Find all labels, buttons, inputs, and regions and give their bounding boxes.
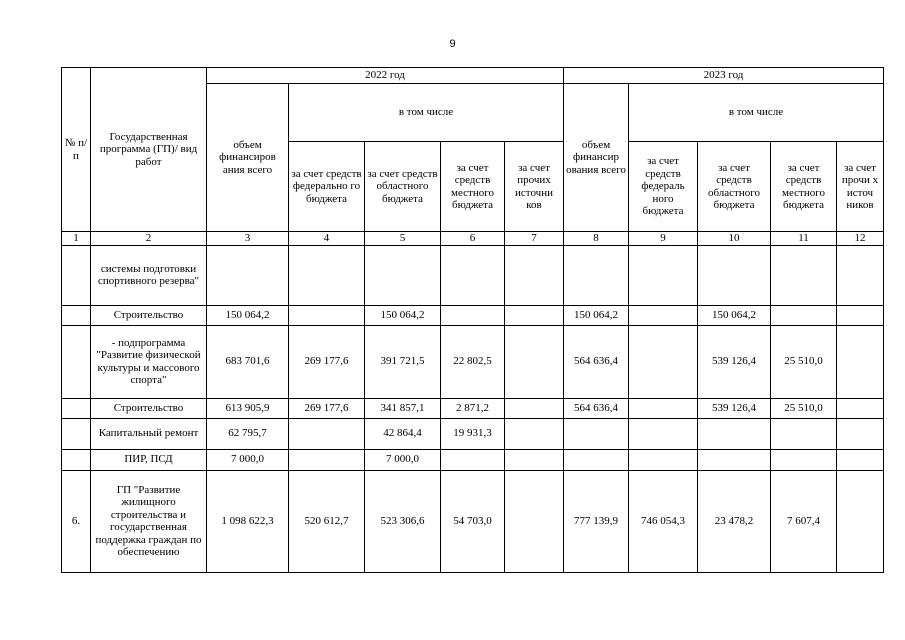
cell-loc-2023 (771, 245, 837, 305)
header-num: № п/п (62, 68, 91, 232)
cell-loc-2023 (771, 449, 837, 470)
col-number: 8 (564, 232, 629, 246)
cell-total-2022 (207, 245, 289, 305)
cell-fed-2022: 269 177,6 (289, 325, 365, 398)
cell-oth-2023 (837, 449, 884, 470)
cell-oth-2023 (837, 305, 884, 325)
header-fed-2022: за счет средств федерально го бюджета (289, 142, 365, 232)
row-num (62, 305, 91, 325)
cell-reg-2022: 150 064,2 (365, 305, 441, 325)
cell-total-2023 (564, 245, 629, 305)
cell-oth-2022 (505, 470, 564, 572)
cell-total-2023: 564 636,4 (564, 325, 629, 398)
cell-reg-2023 (698, 245, 771, 305)
cell-loc-2023 (771, 418, 837, 449)
header-reg-2022: за счет средств областного бюджета (365, 142, 441, 232)
cell-loc-2023 (771, 305, 837, 325)
cell-total-2023 (564, 449, 629, 470)
row-program-name: системы подготовки спортивного резерва" (91, 245, 207, 305)
cell-loc-2022: 19 931,3 (441, 418, 505, 449)
table-row (62, 325, 884, 398)
cell-total-2023: 564 636,4 (564, 398, 629, 418)
cell-oth-2022 (505, 398, 564, 418)
col-number: 9 (629, 232, 698, 246)
row-program-name: Капитальный ремонт (91, 418, 207, 449)
cell-loc-2022: 2 871,2 (441, 398, 505, 418)
financing-table (61, 67, 884, 573)
cell-loc-2022: 54 703,0 (441, 470, 505, 572)
cell-loc-2022 (441, 305, 505, 325)
cell-loc-2023: 25 510,0 (771, 325, 837, 398)
row-program-name: Строительство (91, 305, 207, 325)
cell-fed-2023 (629, 449, 698, 470)
cell-fed-2022: 520 612,7 (289, 470, 365, 572)
cell-total-2022: 62 795,7 (207, 418, 289, 449)
col-number: 10 (698, 232, 771, 246)
cell-reg-2023: 23 478,2 (698, 470, 771, 572)
cell-reg-2022: 7 000,0 (365, 449, 441, 470)
header-loc-2022: за счет средств местного бюджета (441, 142, 505, 232)
cell-reg-2022: 391 721,5 (365, 325, 441, 398)
header-incl-2023: в том числе (629, 84, 884, 142)
cell-fed-2023 (629, 245, 698, 305)
cell-fed-2022 (289, 418, 365, 449)
cell-total-2023 (564, 418, 629, 449)
row-num (62, 325, 91, 398)
cell-loc-2023: 25 510,0 (771, 398, 837, 418)
header-loc-2023: за счет средств местного бюджета (771, 142, 837, 232)
header-row-years (62, 68, 884, 84)
cell-oth-2023 (837, 398, 884, 418)
cell-oth-2023 (837, 325, 884, 398)
cell-fed-2023 (629, 325, 698, 398)
row-num (62, 245, 91, 305)
cell-fed-2023: 746 054,3 (629, 470, 698, 572)
cell-total-2023: 777 139,9 (564, 470, 629, 572)
cell-fed-2022 (289, 245, 365, 305)
cell-loc-2022: 22 802,5 (441, 325, 505, 398)
cell-oth-2023 (837, 470, 884, 572)
row-num (62, 418, 91, 449)
cell-loc-2022 (441, 449, 505, 470)
header-total-2022: объем финансиров ания всего (207, 84, 289, 232)
column-number-row (62, 232, 884, 246)
header-oth-2023: за счет прочи х источ ников (837, 142, 884, 232)
cell-oth-2022 (505, 449, 564, 470)
row-num (62, 398, 91, 418)
table-row (62, 449, 884, 470)
cell-reg-2022: 523 306,6 (365, 470, 441, 572)
table-row (62, 305, 884, 325)
header-reg-2023: за счет средств областного бюджета (698, 142, 771, 232)
col-number: 2 (91, 232, 207, 246)
cell-fed-2023 (629, 418, 698, 449)
cell-reg-2023 (698, 449, 771, 470)
header-oth-2022: за счет прочих источни ков (505, 142, 564, 232)
cell-oth-2022 (505, 325, 564, 398)
col-number: 1 (62, 232, 91, 246)
row-num: 6. (62, 470, 91, 572)
col-number: 11 (771, 232, 837, 246)
cell-oth-2022 (505, 418, 564, 449)
table-row (62, 470, 884, 572)
cell-reg-2023: 150 064,2 (698, 305, 771, 325)
cell-total-2022: 150 064,2 (207, 305, 289, 325)
cell-fed-2023 (629, 398, 698, 418)
header-year-2022: 2022 год (207, 68, 564, 84)
header-incl-2022: в том числе (289, 84, 564, 142)
table-row (62, 245, 884, 305)
col-number: 4 (289, 232, 365, 246)
table-row (62, 418, 884, 449)
cell-reg-2023: 539 126,4 (698, 325, 771, 398)
cell-oth-2023 (837, 418, 884, 449)
col-number: 5 (365, 232, 441, 246)
header-total-2023: объем финансир ования всего (564, 84, 629, 232)
cell-oth-2023 (837, 245, 884, 305)
col-number: 12 (837, 232, 884, 246)
row-num (62, 449, 91, 470)
col-number: 6 (441, 232, 505, 246)
cell-fed-2023 (629, 305, 698, 325)
header-fed-2023: за счет средств федераль ного бюджета (629, 142, 698, 232)
cell-fed-2022: 269 177,6 (289, 398, 365, 418)
cell-loc-2022 (441, 245, 505, 305)
header-program: Государственная программа (ГП)/ вид работ (91, 68, 207, 232)
cell-total-2022: 7 000,0 (207, 449, 289, 470)
row-program-name: - подпрограмма "Развитие физической культуры и массового спорта" (91, 325, 207, 398)
cell-fed-2022 (289, 305, 365, 325)
cell-reg-2022 (365, 245, 441, 305)
col-number: 7 (505, 232, 564, 246)
cell-reg-2023: 539 126,4 (698, 398, 771, 418)
row-program-name: Строительство (91, 398, 207, 418)
cell-reg-2022: 42 864,4 (365, 418, 441, 449)
header-year-2023: 2023 год (564, 68, 884, 84)
cell-oth-2022 (505, 245, 564, 305)
cell-total-2022: 613 905,9 (207, 398, 289, 418)
cell-reg-2022: 341 857,1 (365, 398, 441, 418)
cell-total-2022: 1 098 622,3 (207, 470, 289, 572)
table-row (62, 398, 884, 418)
cell-fed-2022 (289, 449, 365, 470)
col-number: 3 (207, 232, 289, 246)
cell-total-2022: 683 701,6 (207, 325, 289, 398)
cell-total-2023: 150 064,2 (564, 305, 629, 325)
row-program-name: ГП "Развитие жилищного строительства и государственная поддержка граждан по обеспечению (91, 470, 207, 572)
row-program-name: ПИР, ПСД (91, 449, 207, 470)
page-number: 9 (449, 38, 456, 50)
cell-loc-2023: 7 607,4 (771, 470, 837, 572)
cell-oth-2022 (505, 305, 564, 325)
cell-reg-2023 (698, 418, 771, 449)
